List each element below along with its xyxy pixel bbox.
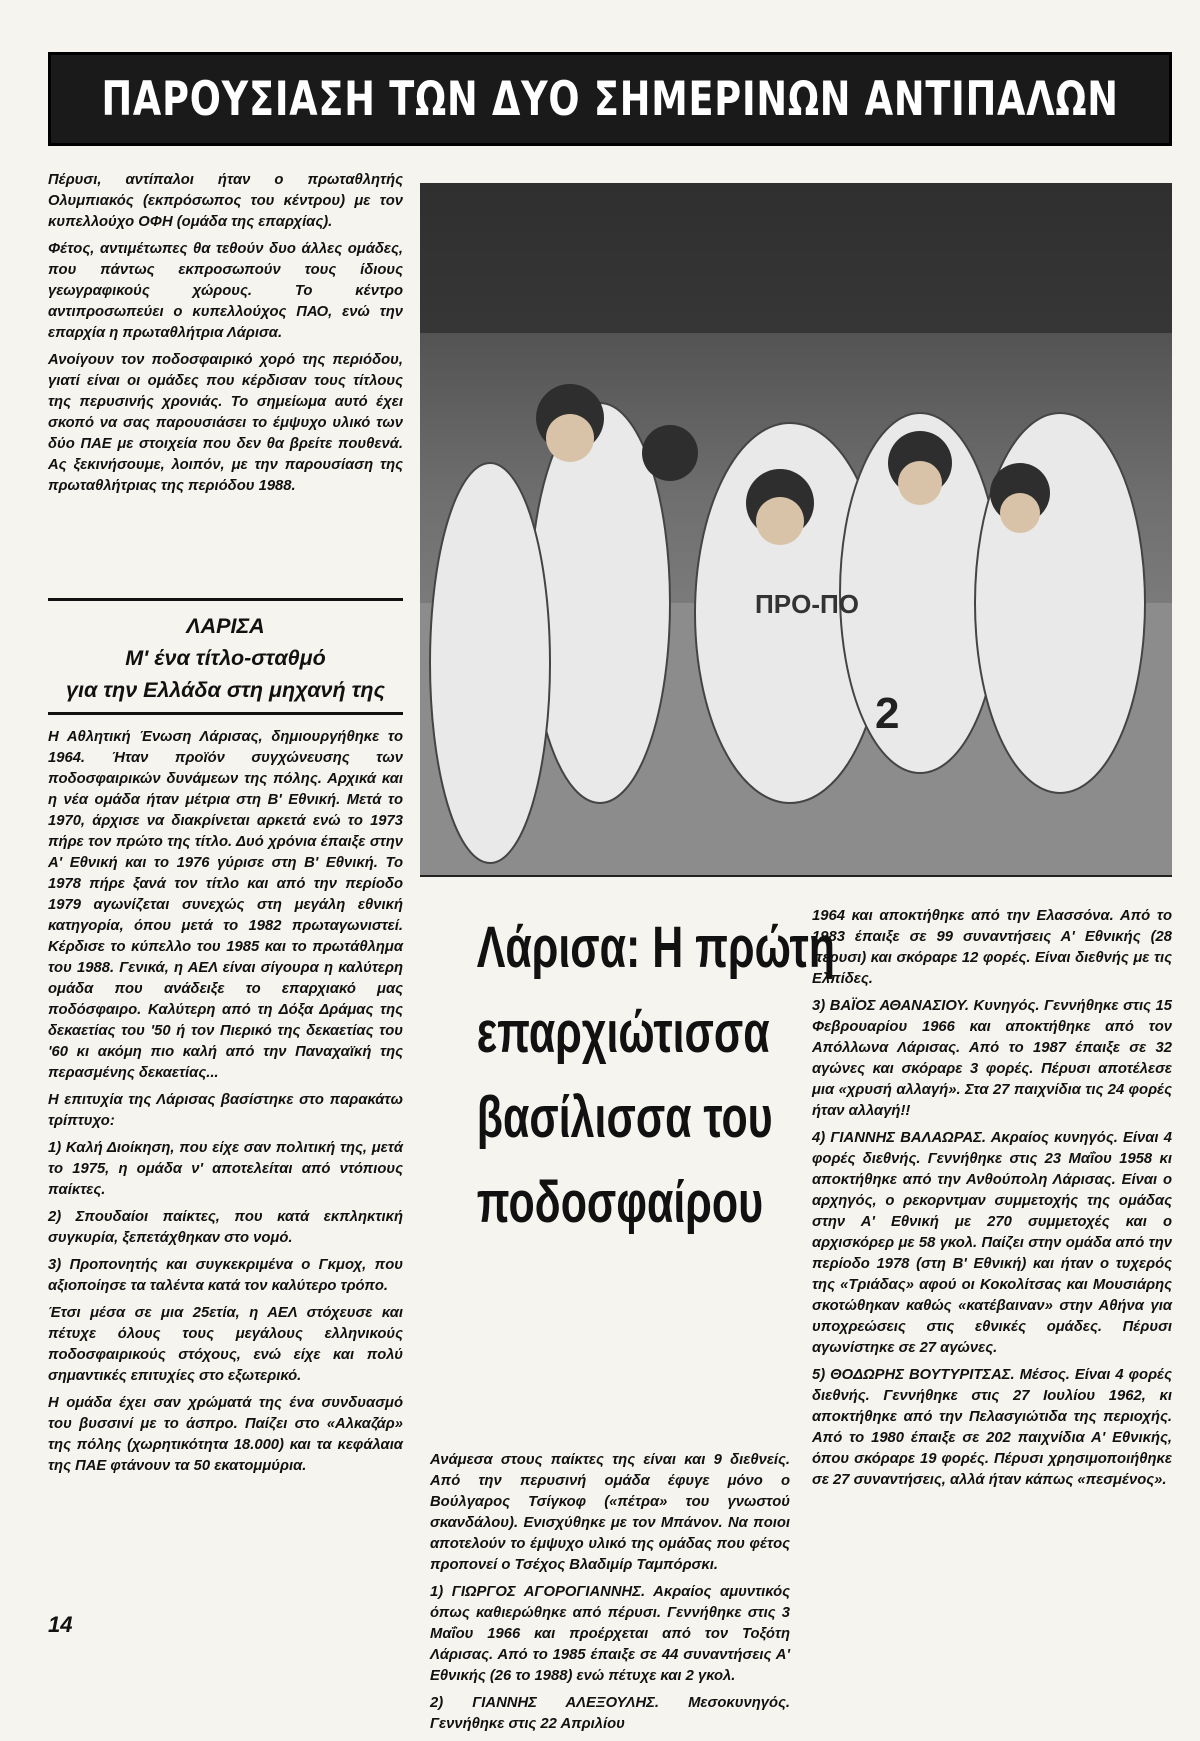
middle-article-column: [430, 1450, 790, 1741]
article-paragraph: Η ομάδα έχει σαν χρώματά της ένα συνδυασμό του βυσσινί με το άσπρο. Παίζει στο «Αλκαζάρ» της πόλης (χωρητικότητα 18.000) και τα κεφάλαια της ΠΑΕ φτάνουν τα 50 εκατομμύρια.: [48, 1395, 403, 1474]
subhead-line: για την Ελλάδα στη μηχανή της: [66, 678, 385, 702]
headline-line: ποδοσφαίρου: [476, 1170, 764, 1235]
left-article-column: [48, 727, 403, 1483]
section-divider-top: [48, 598, 403, 601]
feature-headline: [430, 905, 836, 1245]
article-paragraph: 3) Προπονητής και συγκεκριμένα ο Γκμοχ, που αξιοποίησε τα ταλέντα κατά τον καλύτερο τρόπο.: [48, 1257, 403, 1294]
photo-illustration: [420, 183, 1172, 875]
team-celebration-photo: [420, 183, 1172, 877]
jersey-number: 2: [875, 689, 900, 738]
intro-paragraph: Φέτος, αντιμέτωπες θα τεθούν δυο άλλες ομάδες, που πάντως εκπροσωπούν τους ίδιους γεωγραφικούς χώρους. Το κέντρο αντιπροσωπεύει ο κυπελλούχος ΠΑΟ, ενώ την επαρχία η πρωταθλήτρια Λάρισα.: [48, 241, 403, 341]
headline-line: βασίλισσα του: [476, 1085, 773, 1150]
article-paragraph: 1) Καλή Διοίκηση, που είχε σαν πολιτική της, μετά το 1975, η ομάδα ν' αποτελείται από ντόπιους παίκτες.: [48, 1140, 403, 1198]
jersey-sponsor-text: ΠΡΟ-ΠΟ: [755, 589, 859, 619]
article-paragraph: Ανάμεσα στους παίκτες της είναι και 9 διεθνείς. Από την περυσινή ομάδα έφυγε μόνο ο Βούλγαρος Τσίγκοφ («πέτρα» του γνωστού σκανδάλου). Ενισχύθηκε με τον Μπάνον. Να ποιοι αποτελούν το έμψυχο υλικό της ομάδας που φέτος προπονεί ο Τσέχος Βλαδιμίρ Ταμπόρσκι.: [430, 1452, 790, 1573]
article-paragraph: 2) ΓΙΑΝΝΗΣ ΑΛΕΞΟΥΛΗΣ. Μεσοκυνηγός. Γεννήθηκε στις 22 Απριλίου: [430, 1695, 790, 1732]
article-paragraph: 2) Σπουδαίοι παίκτες, που κατά εκπληκτική συγκυρία, ξεπετάχθηκαν στο νομό.: [48, 1209, 403, 1246]
article-paragraph: 3) ΒΑΪΟΣ ΑΘΑΝΑΣΙΟΥ. Κυνηγός. Γεννήθηκε στις 15 Φεβρουαρίου 1966 και αποκτήθηκε από τον Απόλλωνα Λάρισας. Από το 1987 έπαιξε σε 32 αγώνες και σκόραρε 3 φορές. Πέρυσι αποτέλεσε μια «χρυσή αλλαγή». Στα 27 παιχνίδια τις 24 φορές ήταν αλλαγή!!: [812, 998, 1172, 1119]
subhead-line: ΛΑΡΙΣΑ: [186, 614, 265, 638]
page-number: 14: [48, 1612, 73, 1637]
intro-column: [48, 170, 403, 503]
section-subhead: [48, 610, 403, 706]
right-article-column: [812, 906, 1172, 1497]
article-paragraph: Η Αθλητική Ένωση Λάρισας, δημιουργήθηκε το 1964. Ήταν προϊόν συγχώνευσης των ποδοσφαιρικών δυνάμεων της πόλης. Αρχικά και η νέα ομάδα ήταν μέτρια στη Β' Εθνική. Μετά το 1970, άρχισε να διακρίνεται αρκετά ενώ το 1973 πήρε τον πρώτο της τίτλο. Δυό χρόνια έπαιξε στην Α' Εθνική και το 1976 γύρισε στη Β' Εθνική. Το 1978 πήρε ξανά τον τίτλο και από την περίοδο 1979 αγωνίζεται συνεχώς στη μεγάλη εθνική κατηγορία, όπου μετά το 1982 πρωταγωνιστεί. Κέρδισε το κύπελλο του 1985 και το πρωτάθλημα του 1988. Γενικά, η ΑΕΛ είναι σίγουρα η καλύτερη ομάδα που ανάδειξε το επαρχιακό μας ποδόσφαιρο. Καλύτερη από τη Δόξα Δράμας της δεκαετίας του '50 ή τον Πιερικό της δεκαετίας του '60 κι ακόμη πιο καλή από την Παναχαϊκή της περασμένης δεκαετίας...: [48, 729, 403, 1081]
page-banner: [48, 52, 1172, 146]
article-paragraph: 5) ΘΟΔΩΡΗΣ ΒΟΥΤΥΡΙΤΣΑΣ. Μέσος. Είναι 4 φορές διεθνής. Γεννήθηκε στις 27 Ιουλίου 1962, κι αποκτήθηκε από την Πελασγιώτιδα της περιοχής. Από το 1980 έπαιξε σε 202 παιχνίδια Α' Εθνικής, όπου σκόραρε 19 φορές. Πέρυσι χρησιμοποιήθηκε σε 27 συναντήσεις, αλλά ήταν κάπως «πεσμένος».: [812, 1367, 1172, 1488]
intro-paragraph: Πέρυσι, αντίπαλοι ήταν ο πρωταθλητής Ολυμπιακός (εκπρόσωπος του κέντρου) με τον κυπελλούχο ΟΦΗ (ομάδα της επαρχίας).: [48, 172, 403, 230]
article-paragraph: Η επιτυχία της Λάρισας βασίστηκε στο παρακάτω τρίπτυχο:: [48, 1092, 403, 1129]
subhead-line: Μ' ένα τίτλο-σταθμό: [125, 646, 326, 670]
article-paragraph: 1) ΓΙΩΡΓΟΣ ΑΓΟΡΟΓΙΑΝΝΗΣ. Ακραίος αμυντικός όπως καθιερώθηκε από πέρυσι. Γεννήθηκε στις 3 Μαΐου 1966 και προέρχεται από τον Τοξότη Λάρισας. Από το 1985 έπαιξε σε 44 συναντήσεις Α' Εθνικής (26 το 1988) ενώ πέτυχε και 2 γκολ.: [430, 1584, 790, 1684]
headline-line: Λάρισα: Η πρώτη: [476, 915, 836, 980]
article-paragraph: 1964 και αποκτήθηκε από την Ελασσόνα. Από το 1983 έπαιξε σε 99 συναντήσεις Α' Εθνικής (28 πέρυσι) και σκόραρε 12 φορές. Είναι διεθνής με τις Ελπίδες.: [812, 908, 1172, 987]
banner-title: ΠΑΡΟΥΣΙΑΣΗ ΤΩΝ ΔΥΟ ΣΗΜΕΡΙΝΩΝ ΑΝΤΙΠΑΛΩΝ: [101, 71, 1119, 127]
headline-line: επαρχιώτισσα: [476, 1000, 770, 1065]
section-divider-bottom: [48, 712, 403, 715]
article-paragraph: Έτσι μέσα σε μια 25ετία, η ΑΕΛ στόχευσε και πέτυχε όλους τους μεγάλους ελληνικούς ποδοσφαιρικούς στόχους, ενώ είχε και πολύ σημαντικές επιτυχίες στο εξωτερικό.: [48, 1305, 403, 1384]
intro-paragraph: Ανοίγουν τον ποδοσφαιρικό χορό της περιόδου, γιατί είναι οι ομάδες που κέρδισαν τους τίτλους της περυσινής χρονιάς. Το σημείωμα αυτό έχει σκοπό να σας παρουσιάσει το έμψυχο υλικό των δύο ΠΑΕ με στοιχεία που δεν θα βρείτε πουθενά. Ας ξεκινήσουμε, λοιπόν, με την παρουσίαση της πρωταθλήτριας της περιόδου 1988.: [48, 352, 403, 494]
article-paragraph: 4) ΓΙΑΝΝΗΣ ΒΑΛΑΩΡΑΣ. Ακραίος κυνηγός. Είναι 4 φορές διεθνής. Γεννήθηκε στις 23 Μαΐου 1958 κι αποκτήθηκε από την Ανθούπολη Λάρισας. Είναι ο αρχηγός, ο ρεκορντμαν συμμετοχής της ομάδας στην Α' Εθνική με 270 συμμετοχές και ο αρχισκόρερ με 58 γκολ. Παίζει στην ομάδα από την περίοδο 1978 (στη Β' Εθνική) και ήταν ο τυχερός της «Τριάδας» αφού οι Κοκολίτσας και Μουσιάρης σκοτώθηκαν καθώς «κατέβαιναν» στην Αθήνα για υποχρεώσεις στις εθνικές ομάδες. Πέρυσι αγωνίστηκε σε 27 αγώνες.: [812, 1130, 1172, 1356]
